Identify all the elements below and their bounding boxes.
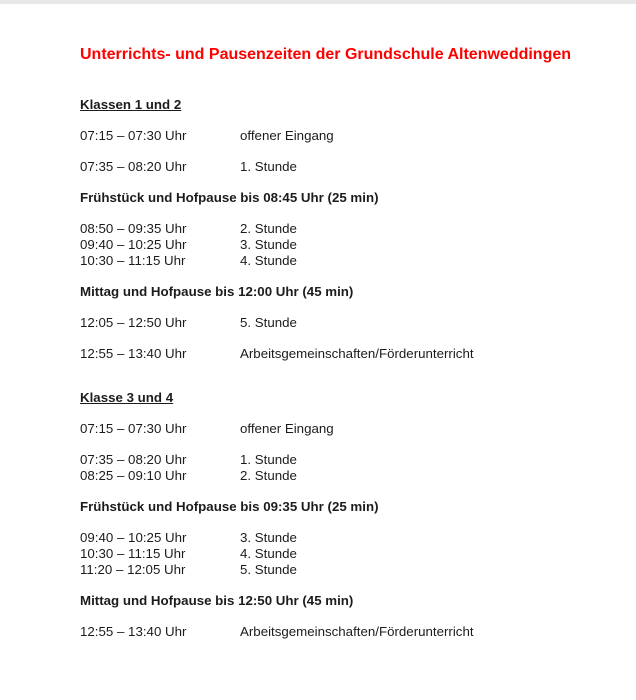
schedule-row [80,530,596,546]
schedule-block [80,346,596,362]
activity-label: 2. Stunde [240,221,297,236]
activity-label: 4. Stunde [240,253,297,268]
schedule-row [80,421,596,437]
schedule-block [80,421,596,437]
schedule-row [80,624,596,640]
activity-label: 3. Stunde [240,530,297,545]
schedule-row [80,221,596,237]
activity-label: 1. Stunde [240,159,297,174]
schedule-row [80,237,596,253]
activity-label: Arbeitsgemeinschaften/Förderunterricht [240,346,474,361]
schedule-block [80,530,596,578]
schedule-row [80,452,596,468]
section-heading: Klassen 1 und 2 [80,97,182,112]
time-range: 07:35 – 08:20 Uhr [80,159,187,174]
section-blocks [80,128,596,362]
schedule-row [80,315,596,331]
schedule-row [80,468,596,484]
sections [80,97,596,640]
activity-label: 2. Stunde [240,468,297,483]
time-range: 12:05 – 12:50 Uhr [80,315,187,330]
time-range: 07:35 – 08:20 Uhr [80,452,187,467]
schedule-block [80,624,596,640]
schedule-row [80,562,596,578]
page-title: Unterrichts- und Pausenzeiten der Grundschule Altenweddingen [80,46,572,63]
time-range: 08:50 – 09:35 Uhr [80,221,187,236]
activity-label: Arbeitsgemeinschaften/Förderunterricht [240,624,474,639]
section-heading: Klasse 3 und 4 [80,390,174,405]
time-range: 12:55 – 13:40 Uhr [80,624,187,639]
break-note: Frühstück und Hofpause bis 08:45 Uhr (25 min) [80,190,379,205]
activity-label: 5. Stunde [240,562,297,577]
time-range: 10:30 – 11:15 Uhr [80,546,186,561]
schedule-row [80,546,596,562]
activity-label: 1. Stunde [240,452,297,467]
time-range: 12:55 – 13:40 Uhr [80,346,187,361]
schedule-block [80,315,596,331]
section-blocks [80,421,596,640]
schedule-row [80,159,596,175]
time-range: 08:25 – 09:10 Uhr [80,468,187,483]
schedule-block [80,128,596,144]
schedule-block [80,159,596,175]
schedule-block [80,452,596,484]
schedule-block [80,221,596,269]
time-range: 10:30 – 11:15 Uhr [80,253,186,268]
activity-label: 3. Stunde [240,237,297,252]
time-range: 09:40 – 10:25 Uhr [80,530,187,545]
time-range: 11:20 – 12:05 Uhr [80,562,186,577]
schedule-row [80,128,596,144]
break-note: Mittag und Hofpause bis 12:00 Uhr (45 min) [80,284,354,299]
document-page [0,4,636,640]
break-note: Mittag und Hofpause bis 12:50 Uhr (45 min) [80,593,354,608]
schedule-row [80,253,596,269]
schedule-section [80,390,596,640]
activity-label: offener Eingang [240,421,334,436]
break-note: Frühstück und Hofpause bis 09:35 Uhr (25 min) [80,499,379,514]
time-range: 07:15 – 07:30 Uhr [80,421,187,436]
schedule-section [80,97,596,362]
time-range: 09:40 – 10:25 Uhr [80,237,187,252]
time-range: 07:15 – 07:30 Uhr [80,128,187,143]
schedule-row [80,346,596,362]
activity-label: 5. Stunde [240,315,297,330]
activity-label: offener Eingang [240,128,334,143]
activity-label: 4. Stunde [240,546,297,561]
